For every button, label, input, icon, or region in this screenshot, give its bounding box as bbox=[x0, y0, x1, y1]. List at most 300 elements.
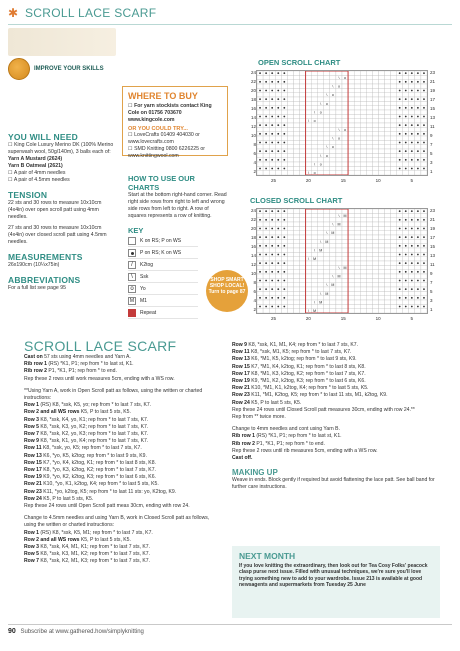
purl-dot bbox=[399, 297, 401, 299]
chart-cell bbox=[342, 244, 348, 248]
chart-cell bbox=[336, 309, 342, 313]
chart-cell bbox=[324, 75, 330, 79]
chart-cell bbox=[342, 123, 348, 127]
chart-cell bbox=[385, 248, 391, 252]
closed-chart-svg bbox=[257, 209, 427, 313]
chart-cell bbox=[372, 270, 378, 274]
purl-dot bbox=[283, 168, 285, 170]
chart-cell bbox=[293, 274, 299, 278]
chart-cell bbox=[293, 257, 299, 261]
chart-cell bbox=[300, 127, 306, 131]
chart-cell bbox=[293, 218, 299, 222]
pattern-line: Row 1 (RS) K8, *ssk, K5, M1; rep from * to last 7 sts, K7. bbox=[24, 529, 153, 536]
chart-cell bbox=[360, 278, 366, 282]
abbreviations-text: For a full list see page 95 bbox=[8, 285, 66, 291]
purl-dot bbox=[277, 72, 279, 74]
chart-cell bbox=[269, 75, 275, 79]
chart-cell bbox=[275, 222, 281, 226]
chart-cell bbox=[269, 162, 275, 166]
chart-symbol: \ bbox=[314, 248, 316, 253]
chart-cell bbox=[372, 119, 378, 123]
chart-cell bbox=[354, 231, 360, 235]
purl-dot bbox=[277, 288, 279, 290]
pattern-line: Row 17 K8, *M1, K3, k2tog, K2; rep from * to last 7 sts, K7. bbox=[232, 370, 366, 377]
key-item: M M1 bbox=[128, 295, 198, 307]
chart-cell bbox=[378, 132, 384, 136]
chart-cell bbox=[324, 84, 330, 88]
chart-cell bbox=[306, 213, 312, 217]
purl-dot bbox=[417, 210, 419, 212]
purl-dot bbox=[265, 306, 267, 308]
chart-cell bbox=[318, 309, 324, 313]
chart-cell bbox=[397, 222, 403, 226]
where-to-buy-box bbox=[122, 86, 228, 159]
purl-dot bbox=[265, 159, 267, 161]
chart-cell bbox=[409, 84, 415, 88]
chart-cell bbox=[300, 171, 306, 175]
chart-cell bbox=[348, 244, 354, 248]
chart-cell bbox=[324, 158, 330, 162]
chart-col-label: 20 bbox=[305, 178, 311, 183]
chart-cell bbox=[306, 132, 312, 136]
chart-cell bbox=[306, 287, 312, 291]
purl-dot bbox=[411, 150, 413, 152]
purl-dot bbox=[399, 228, 401, 230]
chart-cell bbox=[336, 261, 342, 265]
chart-cell bbox=[397, 101, 403, 105]
chart-cell bbox=[360, 213, 366, 217]
purl-dot bbox=[259, 150, 261, 152]
chart-cell bbox=[324, 114, 330, 118]
chart-cell bbox=[354, 239, 360, 243]
chart-cell bbox=[378, 244, 384, 248]
row-labels-right bbox=[430, 68, 442, 176]
chart-cell bbox=[342, 140, 348, 144]
chart-cell bbox=[300, 166, 306, 170]
purl-dot bbox=[259, 168, 261, 170]
howto-heading: HOW TO USE OUR CHARTS bbox=[128, 174, 195, 192]
chart-cell bbox=[366, 145, 372, 149]
chart-cell bbox=[385, 222, 391, 226]
chart-cell bbox=[257, 291, 263, 295]
chart-cell bbox=[330, 101, 336, 105]
chart-cell bbox=[391, 171, 397, 175]
chart-cell bbox=[293, 75, 299, 79]
pattern-line: Row 15 K7, *M1, K4, k2tog, K1; rep from * to last 8 sts, K8. bbox=[232, 363, 366, 370]
chart-cell bbox=[385, 162, 391, 166]
chart-cell bbox=[300, 110, 306, 114]
chart-cell bbox=[330, 110, 336, 114]
chart-cell bbox=[372, 244, 378, 248]
chart-cell bbox=[312, 252, 318, 256]
chart-cell bbox=[403, 239, 409, 243]
chart-cell bbox=[354, 274, 360, 278]
chart-cell bbox=[342, 153, 348, 157]
chart-cell bbox=[269, 84, 275, 88]
chart-cell bbox=[300, 106, 306, 110]
chart-cell bbox=[354, 127, 360, 131]
chart-symbol: M bbox=[319, 300, 323, 305]
chart-cell bbox=[415, 145, 421, 149]
purl-dot bbox=[411, 116, 413, 118]
chart-cell bbox=[287, 106, 293, 110]
chart-cell bbox=[318, 114, 324, 118]
purl-dot bbox=[423, 236, 425, 238]
chart-cell bbox=[391, 88, 397, 92]
chart-cell bbox=[342, 71, 348, 75]
chart-cell bbox=[300, 291, 306, 295]
chart-cell bbox=[366, 300, 372, 304]
measurements-heading: MEASUREMENTS bbox=[8, 252, 83, 262]
chart-cell bbox=[366, 101, 372, 105]
chart-cell bbox=[348, 119, 354, 123]
chart-cell bbox=[421, 93, 427, 97]
chart-cell bbox=[342, 252, 348, 256]
chart-cell bbox=[360, 88, 366, 92]
purl-dot bbox=[265, 228, 267, 230]
chart-cell bbox=[330, 287, 336, 291]
chart-cell bbox=[336, 171, 342, 175]
chart-row-label: 9 bbox=[430, 133, 433, 138]
chart-cell bbox=[348, 88, 354, 92]
page-title: SCROLL LACE SCARF bbox=[25, 6, 157, 20]
chart-cell bbox=[378, 287, 384, 291]
chart-cell bbox=[415, 213, 421, 217]
chart-cell bbox=[348, 239, 354, 243]
key-item: o Yo bbox=[128, 283, 198, 295]
chart-cell bbox=[403, 145, 409, 149]
chart-cell bbox=[287, 88, 293, 92]
pattern-line: Row 17 K8, *yo, K3, k2tog, K2; rep from * to last 7 sts, K7. bbox=[24, 467, 156, 474]
purl-dot bbox=[259, 210, 261, 212]
chart-cell bbox=[324, 248, 330, 252]
chart-cell bbox=[354, 140, 360, 144]
chart-cell bbox=[391, 162, 397, 166]
chart-cell bbox=[348, 231, 354, 235]
chart-cell bbox=[263, 239, 269, 243]
chart-cell bbox=[366, 162, 372, 166]
pattern-line: Row 23 K11, *M1, K2tog, K5; rep from * to last 11 sts, M1, k2tog, K9. bbox=[232, 392, 388, 399]
purl-dot bbox=[277, 168, 279, 170]
chart-cell bbox=[312, 75, 318, 79]
purl-dot bbox=[423, 254, 425, 256]
purl-dot bbox=[265, 98, 267, 100]
chart-cell bbox=[342, 209, 348, 213]
chart-cell bbox=[366, 213, 372, 217]
purl-dot bbox=[399, 124, 401, 126]
chart-cell bbox=[318, 213, 324, 217]
chart-cell bbox=[348, 166, 354, 170]
chart-cell bbox=[366, 171, 372, 175]
chart-cell bbox=[372, 97, 378, 101]
chart-cell bbox=[330, 218, 336, 222]
chart-cell bbox=[330, 213, 336, 217]
chart-cell bbox=[269, 171, 275, 175]
chart-symbol: \ bbox=[326, 145, 328, 150]
chart-col-label: 25 bbox=[270, 178, 276, 183]
chart-cell bbox=[348, 218, 354, 222]
purl-dot bbox=[271, 288, 273, 290]
chart-cell bbox=[378, 274, 384, 278]
purl-dot bbox=[259, 236, 261, 238]
chart-cell bbox=[263, 136, 269, 140]
chart-cell bbox=[391, 252, 397, 256]
pattern-line: Row 11 K8, *ssk, M1, K5; rep from * to last 7 sts, K7. bbox=[232, 349, 352, 356]
chart-cell bbox=[293, 97, 299, 101]
purl-dot bbox=[405, 280, 407, 282]
pattern-line: Row 15 K7, *yo, K4, k2tog, K1; rep from * to last 8 sts, K8. bbox=[24, 459, 156, 466]
chart-cell bbox=[324, 162, 330, 166]
chart-symbol: M bbox=[331, 283, 335, 288]
chart-cell bbox=[397, 93, 403, 97]
chart-symbol: M bbox=[325, 291, 329, 296]
purl-dot bbox=[417, 236, 419, 238]
purl-dot bbox=[411, 124, 413, 126]
chart-cell bbox=[366, 309, 372, 313]
chart-cell bbox=[354, 166, 360, 170]
chart-cell bbox=[342, 88, 348, 92]
chart-cell bbox=[397, 84, 403, 88]
chart-cell bbox=[378, 231, 384, 235]
chart-cell bbox=[263, 93, 269, 97]
pattern-line: Row 7 K8, *ssk, K2, M1, K3; rep from * to last 7 sts, K7. bbox=[24, 558, 150, 565]
chart-cell bbox=[293, 145, 299, 149]
chart-cell bbox=[366, 239, 372, 243]
chart-cell bbox=[403, 75, 409, 79]
purl-dot bbox=[423, 133, 425, 135]
chart-cell bbox=[391, 257, 397, 261]
chart-cell bbox=[397, 75, 403, 79]
chart-cell bbox=[324, 209, 330, 213]
chart-cell bbox=[269, 231, 275, 235]
chart-cell bbox=[318, 270, 324, 274]
pattern-line: Row 24 K5, P to last 5 sts, K5. bbox=[24, 495, 94, 502]
chart-cell bbox=[403, 101, 409, 105]
chart-cell bbox=[354, 218, 360, 222]
purl-dot bbox=[271, 306, 273, 308]
chart-cell bbox=[330, 97, 336, 101]
chart-cell bbox=[342, 257, 348, 261]
chart-cell bbox=[281, 231, 287, 235]
chart-symbol: \ bbox=[326, 93, 328, 98]
chart-cell bbox=[385, 239, 391, 243]
chart-cell bbox=[324, 296, 330, 300]
chart-cell bbox=[354, 149, 360, 153]
chart-cell bbox=[306, 231, 312, 235]
chart-cell bbox=[415, 300, 421, 304]
chart-cell bbox=[360, 132, 366, 136]
chart-cell bbox=[391, 97, 397, 101]
chart-cell bbox=[330, 309, 336, 313]
chart-cell bbox=[257, 145, 263, 149]
purl-dot bbox=[259, 107, 261, 109]
chart-cell bbox=[318, 231, 324, 235]
purl-dot bbox=[271, 262, 273, 264]
chart-cell bbox=[378, 218, 384, 222]
chart-cell bbox=[391, 123, 397, 127]
chart-symbol: M bbox=[319, 248, 323, 253]
chart-cell bbox=[391, 226, 397, 230]
chart-cell bbox=[360, 291, 366, 295]
chart-cell bbox=[366, 71, 372, 75]
chart-cell bbox=[342, 119, 348, 123]
chart-cell bbox=[378, 149, 384, 153]
purl-dot bbox=[423, 245, 425, 247]
chart-cell bbox=[372, 88, 378, 92]
chart-cell bbox=[403, 136, 409, 140]
chart-symbol: \ bbox=[338, 213, 340, 218]
chart-cell bbox=[263, 145, 269, 149]
chart-cell bbox=[372, 209, 378, 213]
chart-cell bbox=[372, 222, 378, 226]
purl-dot bbox=[271, 124, 273, 126]
purl-dot bbox=[259, 116, 261, 118]
chart-cell bbox=[306, 278, 312, 282]
chart-cell bbox=[263, 119, 269, 123]
chart-cell bbox=[336, 291, 342, 295]
chart-cell bbox=[293, 300, 299, 304]
chart-row-label: 10 bbox=[250, 271, 256, 276]
chart-cell bbox=[293, 270, 299, 274]
chart-cell bbox=[275, 231, 281, 235]
need-heading: YOU WILL NEED bbox=[8, 132, 78, 142]
pattern-line: Change to 4.5mm needles and using Yarn B, work in Closed Scroll patt as follows, using the written or charted instructions: bbox=[24, 515, 210, 529]
chart-cell bbox=[360, 106, 366, 110]
chart-cell bbox=[336, 300, 342, 304]
chart-cell bbox=[324, 309, 330, 313]
chart-cell bbox=[324, 123, 330, 127]
purl-dot bbox=[259, 142, 261, 144]
chart-cell bbox=[330, 149, 336, 153]
purl-dot bbox=[423, 168, 425, 170]
chart-cell bbox=[378, 158, 384, 162]
chart-cell bbox=[257, 239, 263, 243]
howto-text: Start at the bottom right-hand corner. Read right side rows from right to left and wrong side rows from left to right. A row of squares represents a row of knitting. bbox=[128, 192, 227, 219]
chart-cell bbox=[330, 127, 336, 131]
chart-cell bbox=[372, 114, 378, 118]
improve-skills-badge bbox=[8, 58, 104, 80]
purl-dot bbox=[405, 254, 407, 256]
chart-cell bbox=[336, 231, 342, 235]
chart-cell bbox=[293, 127, 299, 131]
chart-cell bbox=[300, 265, 306, 269]
chart-cell bbox=[385, 235, 391, 239]
chart-cell bbox=[318, 235, 324, 239]
pattern-line: Rib row 2 P1, *K1, P1; rep from * to end. bbox=[232, 440, 325, 447]
chart-cell bbox=[360, 239, 366, 243]
chart-cell bbox=[360, 119, 366, 123]
chart-cell bbox=[293, 166, 299, 170]
chart-cell bbox=[378, 300, 384, 304]
purl-dot bbox=[399, 280, 401, 282]
purl-dot bbox=[411, 236, 413, 238]
chart-symbol: \ bbox=[314, 300, 316, 305]
pattern-line: Row 19 K9, *M1, K2, k2tog, K3; rep from * to last 6 sts, K6. bbox=[232, 378, 366, 385]
chart-row-label: 20 bbox=[250, 88, 256, 93]
chart-cell bbox=[263, 291, 269, 295]
chart-cell bbox=[336, 71, 342, 75]
pattern-line: Rep these 24 rows until Open Scroll patt meas 30cm, ending with row 24. bbox=[24, 503, 190, 510]
chart-cell bbox=[300, 93, 306, 97]
chart-cell bbox=[293, 136, 299, 140]
chart-cell bbox=[263, 110, 269, 114]
pattern-line: Row 5 K8, *ssk, K3, M1, K2; rep from * to last 7 sts, K7. bbox=[24, 551, 150, 558]
chart-cell bbox=[385, 136, 391, 140]
chart-cell bbox=[281, 283, 287, 287]
chart-row-label: 21 bbox=[430, 79, 436, 84]
chart-cell bbox=[336, 110, 342, 114]
chart-cell bbox=[287, 291, 293, 295]
purl-dot bbox=[283, 280, 285, 282]
chart-cell bbox=[403, 309, 409, 313]
chart-cell bbox=[391, 75, 397, 79]
chart-symbol: \ bbox=[320, 239, 322, 244]
purl-dot bbox=[277, 81, 279, 83]
chart-cell bbox=[306, 239, 312, 243]
chart-cell bbox=[397, 213, 403, 217]
chart-cell bbox=[336, 158, 342, 162]
pattern-line: Change to 4mm needles and cont using Yarn B. bbox=[232, 426, 340, 433]
purl-dot bbox=[265, 107, 267, 109]
key-item: K on RS; P on WS bbox=[128, 235, 198, 247]
chart-cell bbox=[324, 213, 330, 217]
chart-cell bbox=[354, 84, 360, 88]
chart-cell bbox=[385, 145, 391, 149]
next-month-box bbox=[232, 546, 440, 618]
chart-cell bbox=[306, 222, 312, 226]
chart-cell bbox=[336, 283, 342, 287]
chart-cell bbox=[275, 136, 281, 140]
purl-dot bbox=[411, 81, 413, 83]
chart-symbol: \ bbox=[320, 101, 322, 106]
closed-chart-grid bbox=[256, 208, 428, 314]
chart-cell bbox=[263, 127, 269, 131]
pattern-line: Rep from ** twice more. bbox=[232, 414, 286, 421]
purl-dot bbox=[399, 150, 401, 152]
chart-cell bbox=[300, 300, 306, 304]
chart-cell bbox=[391, 291, 397, 295]
chart-cell bbox=[342, 166, 348, 170]
chart-cell bbox=[372, 226, 378, 230]
chart-symbol: o bbox=[313, 171, 316, 175]
chart-cell bbox=[281, 119, 287, 123]
chart-cell bbox=[293, 106, 299, 110]
chart-cell bbox=[348, 145, 354, 149]
chart-cell bbox=[324, 287, 330, 291]
chart-cell bbox=[330, 239, 336, 243]
chart-cell bbox=[354, 265, 360, 269]
purl-dot bbox=[283, 81, 285, 83]
chart-cell bbox=[336, 97, 342, 101]
chart-cell bbox=[312, 213, 318, 217]
purl-dot bbox=[423, 297, 425, 299]
row-labels-left bbox=[246, 206, 256, 314]
purl-dot bbox=[283, 297, 285, 299]
chart-cell bbox=[318, 75, 324, 79]
chart-cell bbox=[318, 252, 324, 256]
pattern-left-column bbox=[24, 354, 222, 566]
chart-symbol: o bbox=[331, 93, 334, 98]
chart-cell bbox=[366, 287, 372, 291]
chart-cell bbox=[421, 265, 427, 269]
chart-cell bbox=[312, 153, 318, 157]
chart-cell bbox=[312, 158, 318, 162]
chart-cell bbox=[300, 136, 306, 140]
chart-cell bbox=[300, 114, 306, 118]
chart-cell bbox=[330, 270, 336, 274]
chart-cell bbox=[342, 84, 348, 88]
purl-dot bbox=[259, 271, 261, 273]
